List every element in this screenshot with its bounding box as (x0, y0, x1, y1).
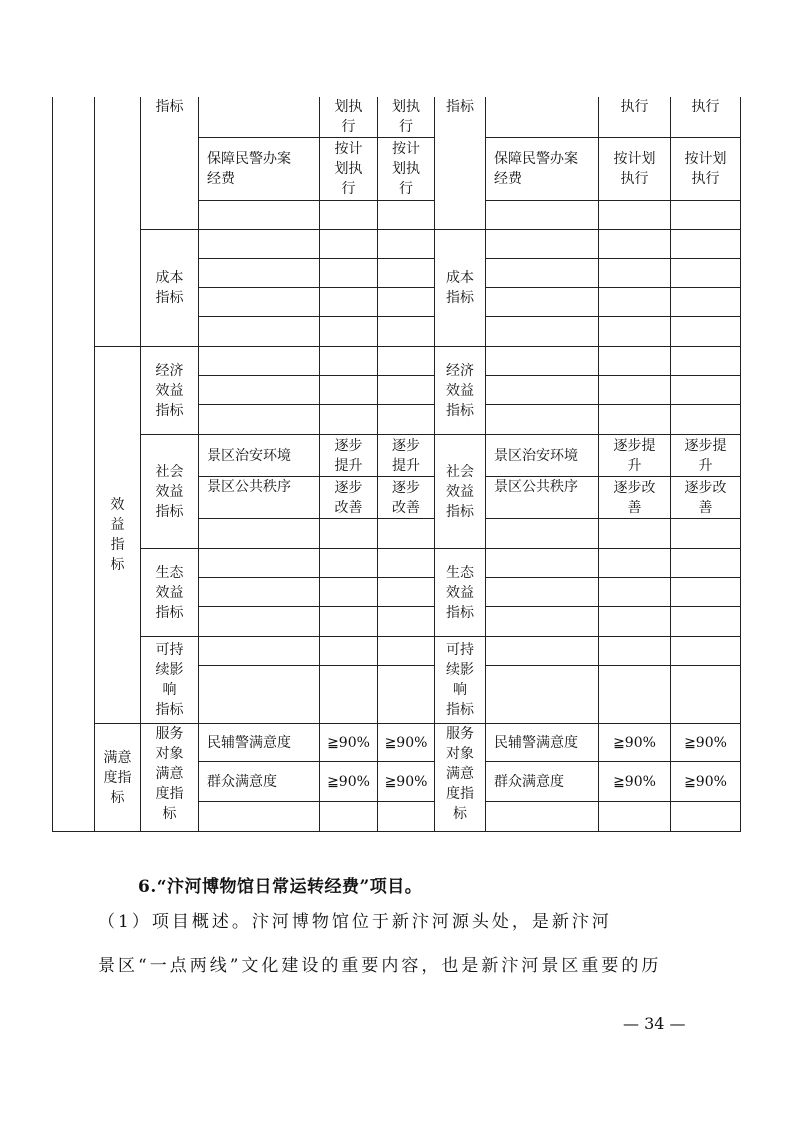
cell-value: 逐步提 升 (599, 435, 671, 477)
economic-benefit-label-right: 经济 效益 指标 (435, 347, 486, 435)
cost-indicator-label: 成本 指标 (141, 230, 199, 347)
indicator-item-right: 景区治安环境 (486, 435, 599, 477)
cell-value: ≧90% (320, 762, 378, 802)
cell-value: 逐步 提升 (320, 435, 378, 477)
social-benefit-label: 社会 效益 指标 (141, 435, 199, 549)
cell-value: 逐步提 升 (671, 435, 741, 477)
economic-benefit-label: 经济 效益 指标 (141, 347, 199, 435)
cell-value: 逐步改 善 (599, 477, 671, 519)
social-benefit-label-right: 社会 效益 指标 (435, 435, 486, 549)
indicator-item: 群众满意度 (199, 762, 320, 802)
cell-value: ≧90% (378, 762, 435, 802)
indicator-item-right: 民辅警满意度 (486, 724, 599, 762)
performance-indicator-table (52, 97, 741, 832)
cell-blank (199, 97, 320, 138)
cell-value: ≧90% (599, 762, 671, 802)
cell-value: ≧90% (671, 762, 741, 802)
indicator-item-right: 群众满意度 (486, 762, 599, 802)
cell-value: 逐步 改善 (320, 477, 378, 519)
service-satisfaction-label: 服务 对象 满意 度指 标 (141, 724, 199, 832)
ecological-benefit-label-right: 生态 效益 指标 (435, 549, 486, 637)
output-indicator-label-right: 指标 (435, 97, 486, 230)
cell-value: 执行 (671, 97, 741, 138)
cell-value: 逐步 改善 (378, 477, 435, 519)
cell-value: 划执 行 (320, 97, 378, 138)
indicator-item: 景区公共秩序 (199, 477, 320, 519)
satisfaction-indicator-label: 满意 度指 标 (95, 724, 141, 832)
cell-value: ≧90% (378, 724, 435, 762)
ecological-benefit-label: 生态 效益 指标 (141, 549, 199, 637)
indicator-item: 保障民警办案 经费 (199, 138, 320, 201)
paragraph-line: （1）项目概述。汴河博物馆位于新汴河源头处，是新汴河 (98, 912, 612, 932)
cell-value: ≧90% (671, 724, 741, 762)
indicator-item: 景区治安环境 (199, 435, 320, 477)
cell-value: 划执 行 (378, 97, 435, 138)
sustainable-impact-label-right: 可持 续影 响 指标 (435, 637, 486, 724)
paragraph-line: 景区“一点两线”文化建设的重要内容，也是新汴河景区重要的历 (98, 956, 662, 976)
indicator-item-right: 景区公共秩序 (486, 477, 599, 519)
cell-value: 按计 划执 行 (320, 138, 378, 201)
cell-value: 执行 (599, 97, 671, 138)
indicator-item-right: 保障民警办案 经费 (486, 138, 599, 201)
service-satisfaction-label-right: 服务 对象 满意 度指 标 (435, 724, 486, 832)
section-heading: 6.“汴河博物馆日常运转经费”项目。 (138, 877, 423, 897)
cost-indicator-label-right: 成本 指标 (435, 230, 486, 347)
cell-value: 按计划 执行 (671, 138, 741, 201)
cell-value: 逐步 提升 (378, 435, 435, 477)
cell-value: ≧90% (320, 724, 378, 762)
output-indicator-label: 指标 (141, 97, 199, 230)
cell-value: 逐步改 善 (671, 477, 741, 519)
output-indicator-cell (95, 97, 141, 347)
cell-blank (486, 97, 599, 138)
benefit-indicator-text: 效 益 指 标 (110, 497, 125, 573)
cell-value: 按计划 执行 (599, 138, 671, 201)
sustainable-impact-label: 可持 续影 响 指标 (141, 637, 199, 724)
cell-value: 按计 划执 行 (378, 138, 435, 201)
cell-value: ≧90% (599, 724, 671, 762)
page-number: — 34 — (623, 1014, 686, 1033)
level1-column-blank (53, 97, 95, 832)
indicator-item: 民辅警满意度 (199, 724, 320, 762)
benefit-indicator-label (95, 347, 141, 724)
